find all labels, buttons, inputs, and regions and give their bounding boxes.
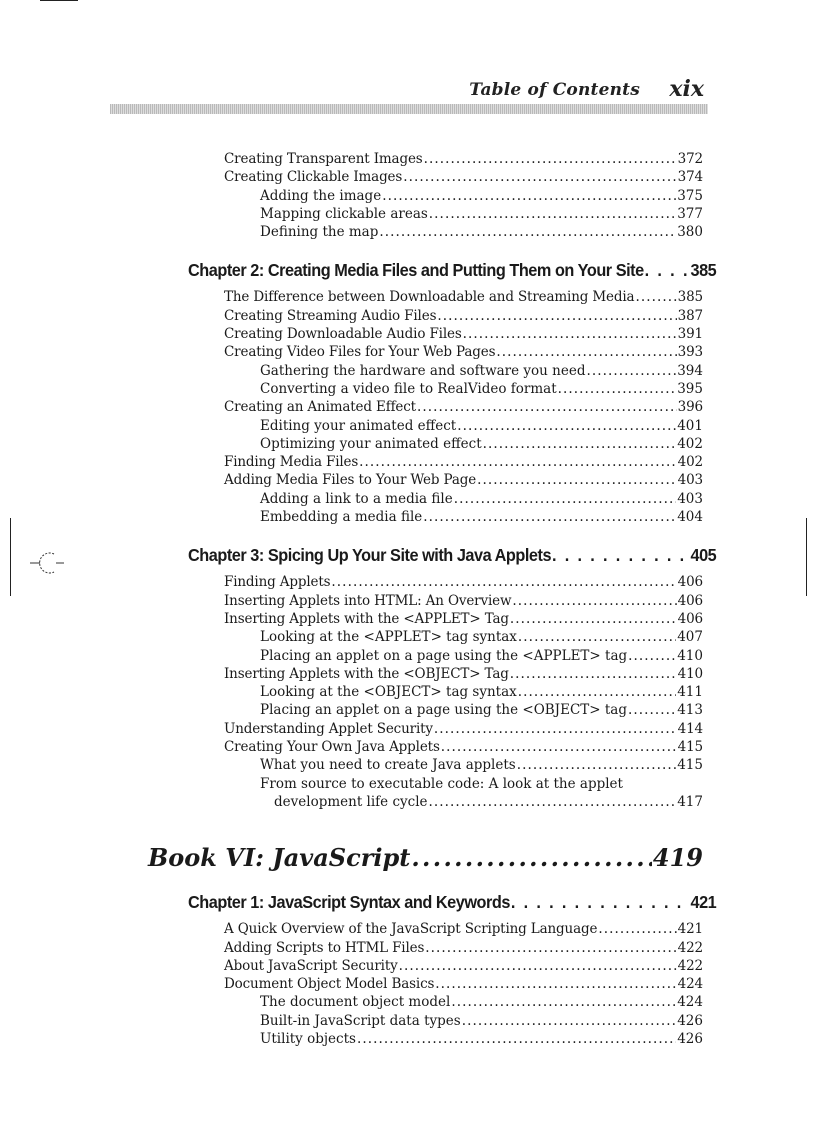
- toc-entry-page: 422: [677, 939, 703, 956]
- toc-entry-sec: [0, 738, 703, 756]
- toc-entry-sec: [0, 343, 703, 361]
- toc-entry-page: 404: [677, 509, 703, 526]
- toc-entry-label: Chapter 3: Spicing Up Your Site with Java Applets: [188, 545, 552, 566]
- toc-entry-label: Chapter 2: Creating Media Files and Putting Them on Your Site: [188, 260, 644, 281]
- toc-entry-label: Creating Downloadable Audio Files: [224, 326, 462, 343]
- dot-leader: [628, 701, 676, 719]
- toc-entry-page: 419: [652, 843, 703, 873]
- dot-leader: [441, 738, 677, 756]
- toc-entry-page: 414: [677, 720, 703, 737]
- toc-entry-page: 375: [677, 187, 703, 204]
- toc-entry-page: 426: [677, 1012, 703, 1029]
- toc-entry-page: 374: [677, 169, 703, 186]
- toc-entry-page: 410: [677, 665, 703, 682]
- crop-mark-top: [40, 0, 78, 1]
- dot-leader: [435, 975, 676, 993]
- toc-entry-label: Adding the image: [260, 187, 382, 204]
- toc-entry-sub: [0, 362, 703, 380]
- dot-leader: [510, 610, 677, 628]
- toc-entry-sec: [0, 398, 703, 416]
- toc-entry-sec: [0, 975, 703, 993]
- toc-entry-sub: [0, 628, 703, 646]
- toc-entry-label: What you need to create Java applets: [260, 757, 516, 774]
- toc-entry-label: Creating Transparent Images: [224, 151, 423, 167]
- toc-entry-sec: [0, 307, 703, 325]
- toc-entry-label: Book VI: JavaScript: [148, 843, 411, 873]
- dot-leader: [331, 573, 676, 591]
- toc-entry-sec: [0, 471, 703, 489]
- toc-entry-page: 410: [677, 647, 703, 664]
- toc-entry-sub: [0, 435, 703, 453]
- toc-entry-page: 405: [690, 545, 717, 566]
- toc-entry-sec: [0, 957, 703, 975]
- toc-entry-label: Finding Media Files: [224, 454, 359, 471]
- toc-entry-page: 411: [677, 684, 703, 701]
- toc-entry-page: 413: [677, 702, 703, 719]
- toc-entry-sec: [0, 325, 703, 343]
- dot-leader: [429, 205, 676, 223]
- toc-entry-page: 385: [690, 260, 717, 281]
- dot-leader: [517, 756, 677, 774]
- toc-entry-page: 406: [677, 610, 703, 627]
- toc-entry-label: Understanding Applet Security: [224, 720, 433, 737]
- toc-entry-label: Creating Video Files for Your Web Pages: [224, 344, 496, 361]
- dot-leader: [457, 417, 676, 435]
- dot-leader: [518, 683, 676, 701]
- dot-leader: [558, 380, 677, 398]
- toc-entry-page: 403: [677, 490, 703, 507]
- dot-leader: [434, 720, 677, 738]
- toc-entry-sub: [0, 756, 703, 774]
- toc-entry-sec: [0, 920, 703, 938]
- toc-entry-label: Defining the map: [260, 224, 379, 241]
- dot-leader: [424, 150, 677, 168]
- toc-entry-label: Utility objects: [260, 1030, 356, 1047]
- toc-entry-page: 402: [677, 435, 703, 452]
- dot-leader: [382, 187, 676, 205]
- toc-entry-label: Adding Scripts to HTML Files: [224, 939, 425, 956]
- toc-entry-page: 424: [677, 976, 703, 993]
- toc-entry-sub: [0, 380, 703, 398]
- toc-entry-sec: [0, 665, 703, 683]
- dot-leader: [357, 1030, 676, 1048]
- toc-entry-label: Placing an applet on a page using the <APPLET> tag: [260, 647, 628, 664]
- toc-entry-sub: [0, 490, 703, 508]
- dot-leader: [423, 508, 676, 526]
- dot-leader: [496, 343, 676, 361]
- toc-entry-sub: [0, 1030, 703, 1048]
- toc-entry-sub: [0, 993, 703, 1011]
- toc-entry-label: About JavaScript Security: [224, 957, 398, 974]
- toc-entry-label: Built-in JavaScript data types: [260, 1012, 461, 1029]
- table-of-contents: [0, 150, 816, 1048]
- toc-entry-sec: [0, 939, 703, 957]
- toc-entry-label: Inserting Applets into HTML: An Overview: [224, 592, 512, 609]
- dot-leader: [483, 435, 677, 453]
- toc-entry-sec: [0, 592, 703, 610]
- toc-entry-sec: [0, 150, 703, 168]
- dot-leader: [417, 398, 677, 416]
- dot-leader: [454, 490, 677, 508]
- dot-leader: [399, 957, 677, 975]
- toc-entry-sub: [0, 683, 703, 701]
- dot-leader: [512, 592, 676, 610]
- dot-leader: [477, 471, 677, 489]
- toc-entry-label: Embedding a media file: [260, 509, 423, 526]
- dot-leader: [635, 288, 676, 306]
- dot-leader: [359, 453, 677, 471]
- toc-entry-page: 415: [677, 757, 703, 774]
- toc-entry-label: development life cycle: [274, 793, 428, 810]
- toc-entry-page: 380: [677, 224, 703, 241]
- toc-entry-sec: [0, 720, 703, 738]
- toc-entry-label: Inserting Applets with the <OBJECT> Tag: [224, 665, 509, 682]
- toc-entry-label: Creating Clickable Images: [224, 169, 403, 186]
- toc-entry-label: Gathering the hardware and software you need: [260, 362, 586, 379]
- toc-entry-chap: [13, 258, 716, 282]
- toc-entry-label: Chapter 1: JavaScript Syntax and Keywords: [188, 892, 510, 913]
- toc-entry-sec: [0, 288, 703, 306]
- toc-entry-book: [0, 843, 703, 873]
- toc-entry-sec: [0, 610, 703, 628]
- toc-entry-label: Creating Streaming Audio Files: [224, 307, 437, 324]
- toc-entry-label: Converting a video file to RealVideo format: [260, 380, 557, 397]
- toc-entry-sub: [0, 793, 703, 811]
- toc-entry-page: 402: [677, 454, 703, 471]
- dot-leader: [451, 993, 676, 1011]
- dot-leader: [598, 920, 676, 938]
- toc-entry-label: Finding Applets: [224, 574, 331, 591]
- toc-entry-page: 372: [677, 151, 703, 167]
- toc-entry-label: Mapping clickable areas: [260, 205, 428, 222]
- dot-leader: [462, 1012, 677, 1030]
- toc-entry-page: 417: [677, 793, 703, 810]
- toc-entry-label: A Quick Overview of the JavaScript Scripting Language: [224, 921, 598, 938]
- toc-entry-page: 403: [677, 472, 703, 489]
- page-number: xix: [669, 76, 704, 102]
- toc-entry-page: 406: [677, 592, 703, 609]
- dot-leader: [511, 890, 690, 914]
- toc-entry-label: Looking at the <OBJECT> tag syntax: [260, 684, 517, 701]
- toc-entry-page: 377: [677, 205, 703, 222]
- toc-entry-page: 387: [677, 307, 703, 324]
- dot-leader: [645, 258, 690, 282]
- toc-entry-sec: [0, 573, 703, 591]
- running-head: [0, 76, 704, 104]
- toc-entry-page: 424: [677, 994, 703, 1011]
- toc-entry-page: 406: [677, 574, 703, 591]
- toc-entry-label: Document Object Model Basics: [224, 976, 435, 993]
- toc-entry-sec: [0, 168, 703, 186]
- toc-entry-sub: [0, 417, 703, 435]
- toc-entry-label: Adding a link to a media file: [260, 490, 453, 507]
- running-head-title: Table of Contents: [469, 80, 640, 100]
- toc-entry-label: From source to executable code: A look at the applet: [260, 775, 623, 792]
- dot-leader: [518, 628, 676, 646]
- dot-leader: [411, 843, 652, 873]
- toc-entry-label: Optimizing your animated effect: [260, 435, 482, 452]
- toc-entry-label: Editing your animated effect: [260, 417, 457, 434]
- toc-entry-page: 395: [677, 380, 703, 397]
- toc-entry-page: 407: [677, 629, 703, 646]
- toc-entry-sub: [0, 775, 703, 793]
- dot-leader: [429, 793, 677, 811]
- toc-entry-chap: [13, 890, 716, 914]
- toc-entry-label: Placing an applet on a page using the <OBJECT> tag: [260, 702, 627, 719]
- toc-entry-label: The document object model: [260, 994, 451, 1011]
- toc-entry-sub: [0, 187, 703, 205]
- toc-entry-sub: [0, 701, 703, 719]
- toc-entry-page: 421: [677, 921, 703, 938]
- toc-entry-sec: [0, 453, 703, 471]
- toc-entry-page: 401: [677, 417, 703, 434]
- toc-entry-sub: [0, 647, 703, 665]
- dot-leader: [463, 325, 677, 343]
- toc-entry-label: Inserting Applets with the <APPLET> Tag: [224, 610, 509, 627]
- toc-entry-chap: [13, 543, 716, 567]
- dot-leader: [425, 939, 676, 957]
- dot-leader: [379, 223, 676, 241]
- toc-entry-label: The Difference between Downloadable and Streaming Media: [224, 289, 635, 306]
- toc-entry-page: 422: [677, 957, 703, 974]
- toc-entry-page: 394: [677, 362, 703, 379]
- toc-entry-page: 385: [677, 289, 703, 306]
- toc-entry-page: 421: [690, 892, 717, 913]
- dot-leader: [628, 647, 676, 665]
- toc-entry-label: Creating Your Own Java Applets: [224, 739, 440, 756]
- toc-entry-label: Adding Media Files to Your Web Page: [224, 472, 477, 489]
- toc-entry-page: 393: [677, 344, 703, 361]
- dot-leader: [552, 543, 690, 567]
- dot-leader: [403, 168, 676, 186]
- toc-entry-page: 396: [677, 399, 703, 416]
- toc-entry-label: Looking at the <APPLET> tag syntax: [260, 629, 517, 646]
- toc-entry-sub: [0, 1012, 703, 1030]
- header-rule: [110, 104, 708, 114]
- toc-entry-page: 426: [677, 1030, 703, 1047]
- dot-leader: [510, 665, 677, 683]
- toc-entry-sub: [0, 205, 703, 223]
- toc-entry-page: 415: [677, 739, 703, 756]
- toc-entry-sub: [0, 508, 703, 526]
- toc-entry-sub: [0, 223, 703, 241]
- toc-entry-page: 391: [677, 326, 703, 343]
- toc-entry-label: Creating an Animated Effect: [224, 399, 416, 416]
- dot-leader: [437, 307, 676, 325]
- dot-leader: [586, 362, 676, 380]
